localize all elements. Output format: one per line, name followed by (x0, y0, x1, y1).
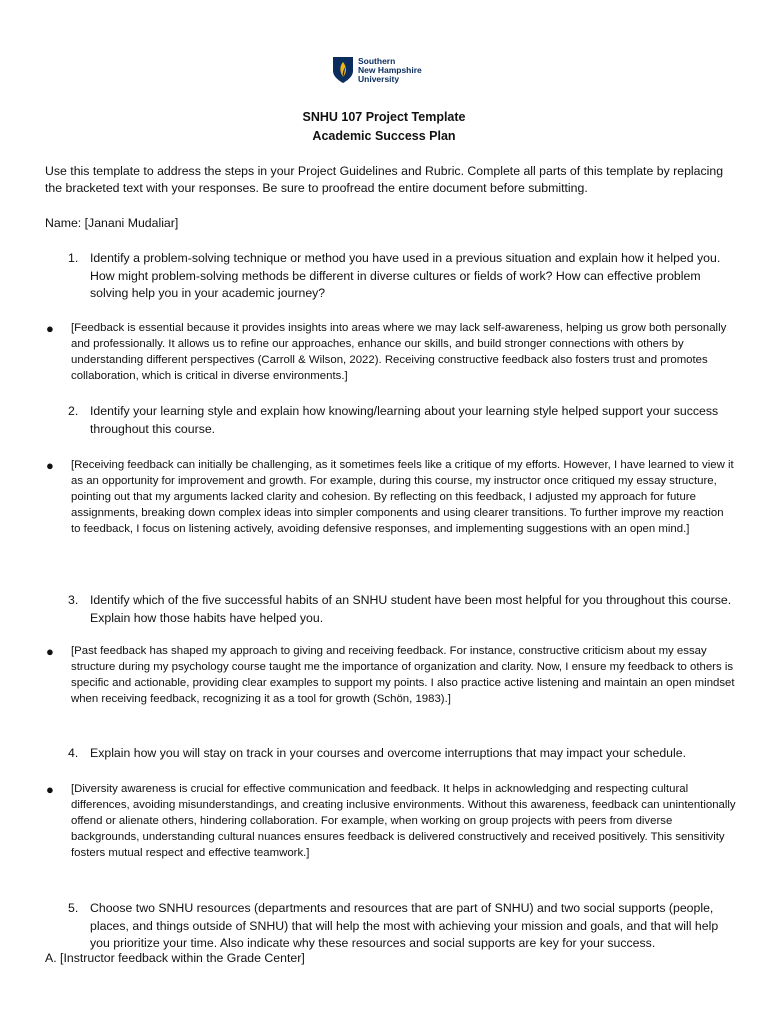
name-line: Name: [Janani Mudaliar] (45, 216, 179, 230)
question-text: Identify which of the five successful habits of an SNHU student have been most helpful for you throughout this course. Explain how those habits have helped you. (90, 593, 732, 625)
answer-text: [Diversity awareness is crucial for effective communication and feedback. It helps in acknowledging and respecting cultural differences, avoiding misunderstandings, and creating inclusive environments. Without this awareness, feedback can unintentionally offend or alienate others, hindering collaboration. For example, when working on group projects with peers from diverse backgrounds, understanding cultural nuances ensures feedback is delivered constructively and received positively. This sensitivity fosters mutual respect and effective teamwork.] (71, 783, 736, 859)
snhu-logo (332, 56, 422, 84)
snhu-shield-icon (332, 56, 354, 84)
question-3 (68, 592, 738, 627)
bullet-icon: ● (46, 782, 54, 797)
question-text: Identify a problem-solving technique or method you have used in a previous situation and explain how it helped you. How might problem-solving methods be different in diverse cultures or fields of work? How can effective problem solving help you in your academic journey? (90, 251, 721, 300)
question-5 (68, 900, 738, 953)
logo-line-1: Southern (358, 55, 396, 66)
question-2 (68, 403, 738, 438)
question-4 (68, 745, 738, 763)
question-text: Choose two SNHU resources (departments and resources that are part of SNHU) and two social supports (people, places, and things outside of SNHU) that will help the most with achieving your mission and goals, and that will help you prioritize your time. Also indicate why these resources and social supports are key for your success. (90, 901, 719, 950)
logo-line-2: New Hampshire (358, 64, 422, 75)
resource-item-a: A. [Instructor feedback within the Grade Center] (45, 951, 305, 965)
answer-1 (46, 320, 736, 384)
document-subtitle: Academic Success Plan (312, 129, 456, 143)
logo-wordmark (358, 57, 422, 84)
question-number: 5. (68, 901, 79, 915)
answer-3 (46, 643, 736, 707)
intro-paragraph: Use this template to address the steps in your Project Guidelines and Rubric. Complete all parts of this template by replacing the bracketed text with your responses. Be sure to proofread the entire document before submitting. (45, 164, 724, 195)
bullet-icon: ● (46, 644, 54, 659)
question-number: 4. (68, 746, 79, 760)
answer-text: [Past feedback has shaped my approach to giving and receiving feedback. For instance, constructive criticism about my essay structure during my psychology course taught me the importance of organization and clarity. Now, I ensure my feedback to others is specific and actionable, providing clear examples to support my points. I also practice active listening and maintain an open mindset when receiving feedback, recognizing it as a tool for growth (Schön, 1983).] (71, 645, 735, 705)
question-text: Explain how you will stay on track in your courses and overcome interruptions that may impact your schedule. (90, 746, 686, 760)
bullet-icon: ● (46, 321, 54, 336)
bullet-icon: ● (46, 458, 54, 473)
logo-line-3: University (358, 73, 400, 84)
question-number: 2. (68, 404, 79, 418)
answer-4 (46, 781, 736, 861)
answer-2 (46, 457, 736, 537)
question-number: 3. (68, 593, 79, 607)
answer-text: [Receiving feedback can initially be challenging, as it sometimes feels like a critique of my efforts. However, I have learned to view it as an opportunity for improvement and growth. For example, during this course, my instructor once critiqued my essay structure, pointing out that my arguments lacked clarity and cohesion. By reflecting on this feedback, I adjusted my approach for future assignments, breaking down complex ideas into simpler components and using clearer transitions. To further improve my reaction to feedback, I focus on listening actively, avoiding defensive responses, and implementing suggestions with an open mind.] (71, 459, 734, 535)
answer-text: [Feedback is essential because it provides insights into areas where we may lack self-awareness, helping us grow both personally and professionally. It allows us to refine our approaches, enhance our skills, and build stronger connections with others by understanding different perspectives (Carroll & Wilson, 2022). Receiving constructive feedback also fosters trust and promotes collaboration, which is critical in diverse environments.] (71, 322, 727, 382)
document-title: SNHU 107 Project Template (302, 110, 466, 124)
question-text: Identify your learning style and explain how knowing/learning about your learning style helped support your success throughout this course. (90, 404, 719, 436)
question-number: 1. (68, 251, 79, 265)
question-1 (68, 250, 738, 303)
